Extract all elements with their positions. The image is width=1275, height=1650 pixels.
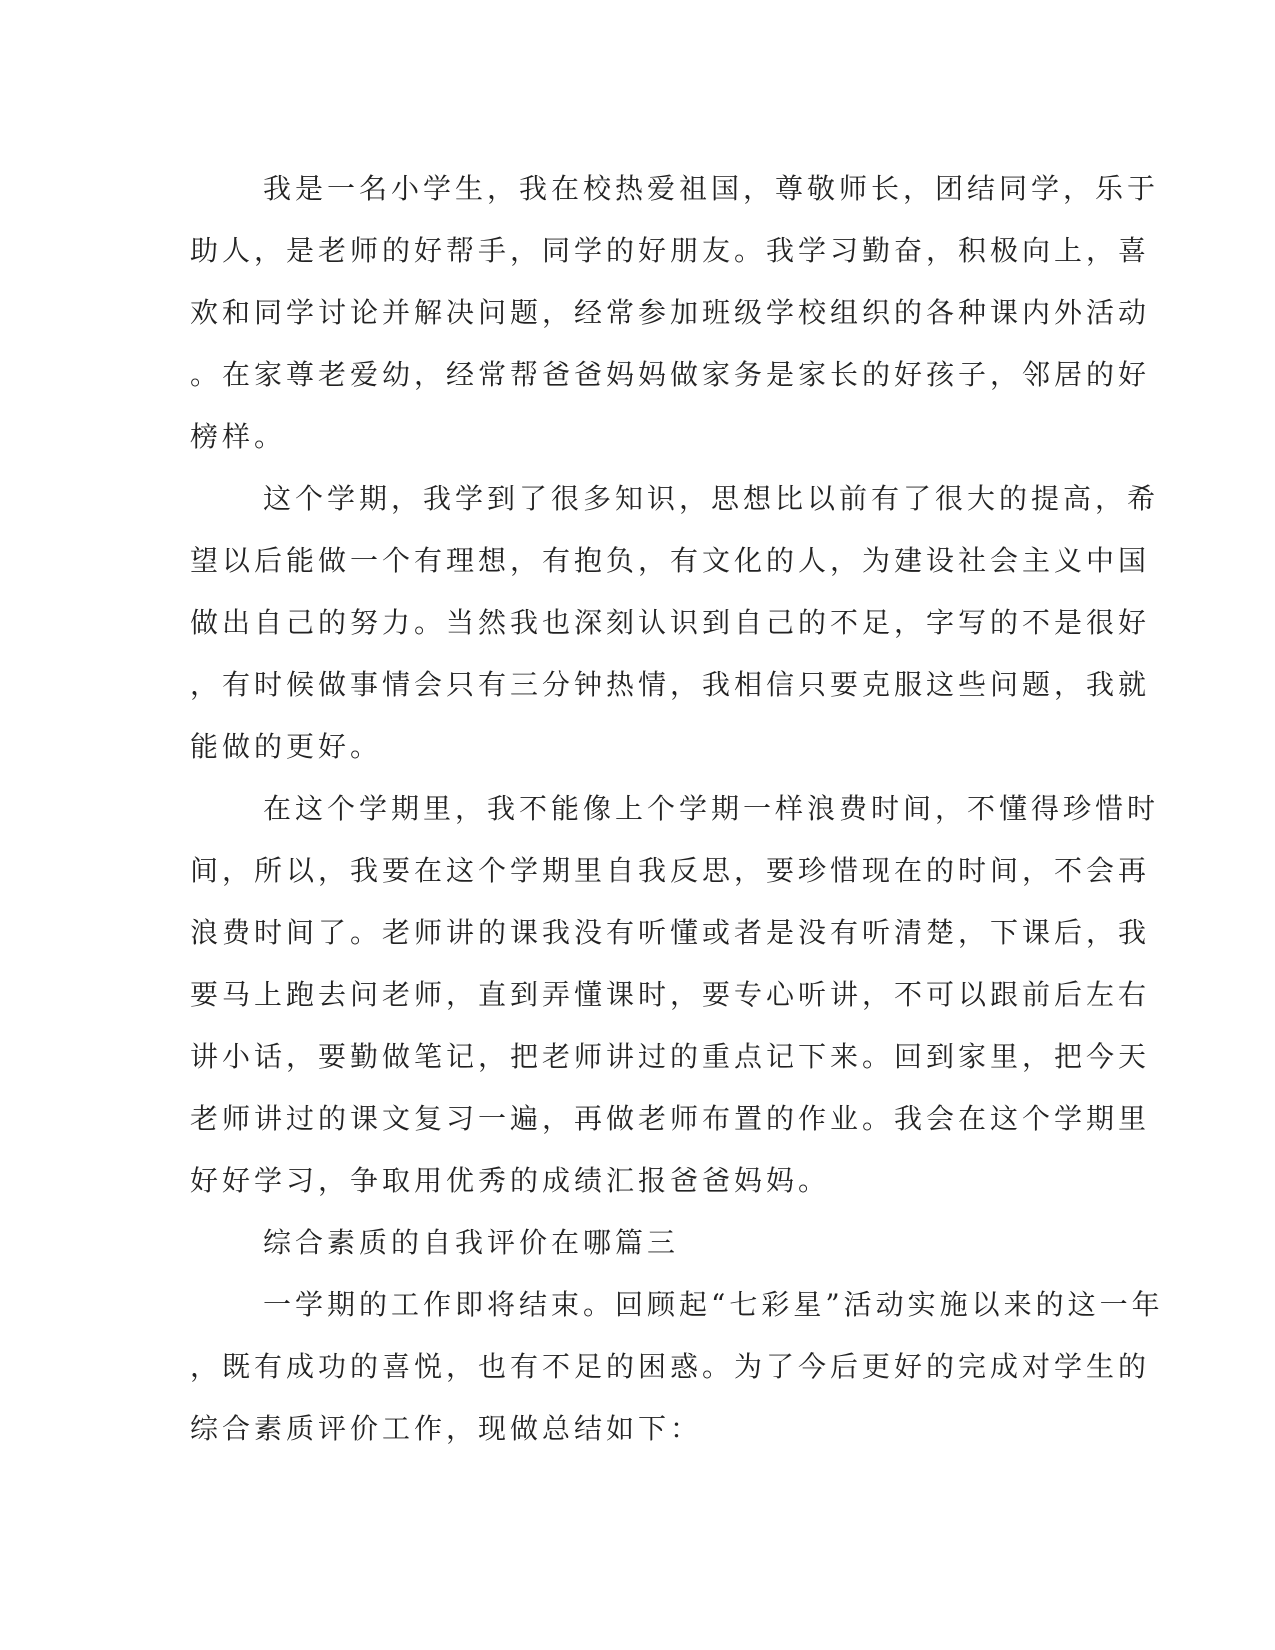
- document-body: [190, 166, 1164, 1468]
- paragraph-line: 望以后能做一个有理想，有抱负，有文化的人，为建设社会主义中国: [190, 544, 1151, 577]
- paragraph-line: 这个学期，我学到了很多知识，思想比以前有了很大的提高，希: [263, 482, 1160, 515]
- paragraph-line: 我是一名小学生，我在校热爱祖国，尊敬师长，团结同学，乐于: [263, 172, 1160, 205]
- paragraph-line: 老师讲过的课文复习一遍，再做老师布置的作业。我会在这个学期里: [190, 1102, 1151, 1135]
- paragraph-1: [190, 166, 1160, 476]
- section-heading: [190, 1220, 1090, 1282]
- paragraph-line: ，有时候做事情会只有三分钟热情，我相信只要克服这些问题，我就: [190, 668, 1151, 701]
- paragraph-line: 好好学习，争取用优秀的成绩汇报爸爸妈妈。: [190, 1164, 831, 1197]
- paragraph-4: [190, 1282, 1164, 1468]
- paragraph-line: 浪费时间了。老师讲的课我没有听懂或者是没有听清楚，下课后，我: [190, 916, 1151, 949]
- paragraph-line: 要马上跑去问老师，直到弄懂课时，要专心听讲，不可以跟前后左右: [190, 978, 1151, 1011]
- paragraph-line: 在这个学期里，我不能像上个学期一样浪费时间，不懂得珍惜时: [263, 792, 1160, 825]
- section-heading-text: 综合素质的自我评价在哪篇三: [263, 1226, 680, 1259]
- paragraph-line: ，既有成功的喜悦，也有不足的困惑。为了今后更好的完成对学生的: [190, 1350, 1151, 1383]
- paragraph-line: 一学期的工作即将结束。回顾起“七彩星”活动实施以来的这一年: [263, 1288, 1164, 1321]
- paragraph-2: [190, 476, 1160, 786]
- paragraph-line: 综合素质评价工作，现做总结如下：: [190, 1412, 703, 1445]
- paragraph-3: [190, 786, 1160, 1220]
- paragraph-line: 榜样。: [190, 420, 287, 453]
- paragraph-line: 间，所以，我要在这个学期里自我反思，要珍惜现在的时间，不会再: [190, 854, 1151, 887]
- paragraph-line: 助人，是老师的好帮手，同学的好朋友。我学习勤奋，积极向上，喜: [190, 234, 1151, 267]
- paragraph-line: 。在家尊老爱幼，经常帮爸爸妈妈做家务是家长的好孩子，邻居的好: [190, 358, 1151, 391]
- paragraph-line: 欢和同学讨论并解决问题，经常参加班级学校组织的各种课内外活动: [190, 296, 1151, 329]
- paragraph-line: 做出自己的努力。当然我也深刻认识到自己的不足，字写的不是很好: [190, 606, 1151, 639]
- paragraph-line: 能做的更好。: [190, 730, 383, 763]
- paragraph-line: 讲小话，要勤做笔记，把老师讲过的重点记下来。回到家里，把今天: [190, 1040, 1151, 1073]
